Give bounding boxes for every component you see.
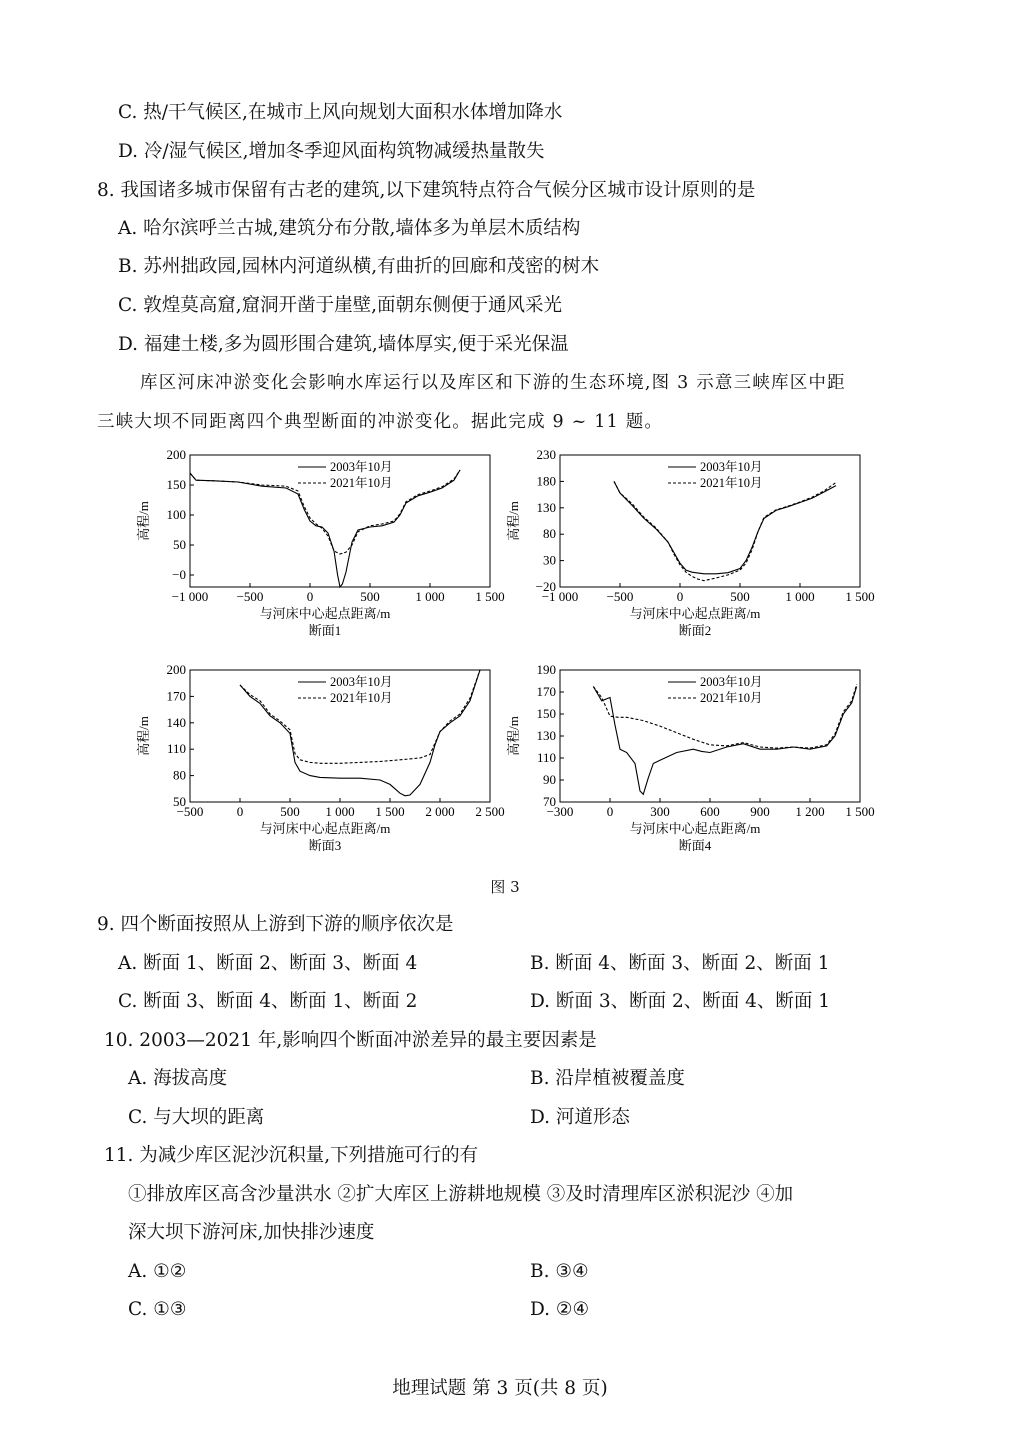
x-tick-label: 1 500 (845, 589, 875, 604)
y-axis-label: 高程/m (506, 716, 521, 756)
chart-title: 断面2 (678, 623, 712, 638)
x-axis-label: 与河床中心起点距离/m (259, 606, 391, 621)
question-11: 11. 为减少库区泥沙沉积量,下列措施可行的有 (104, 1145, 479, 1166)
y-tick-label: 110 (536, 750, 556, 765)
q11-option-b: B. ③④ (530, 1261, 589, 1282)
y-tick-label: 230 (536, 447, 556, 462)
x-tick-label: −1 000 (541, 589, 579, 604)
y-tick-label: 130 (536, 499, 556, 515)
q8-option-d: D. 福建土楼,多为圆形围合建筑,墙体厚实,便于采光保温 (118, 334, 569, 355)
question-9: 9. 四个断面按照从上游到下游的顺序依次是 (97, 914, 454, 935)
figure-caption: 图 3 (490, 878, 520, 896)
q8-option-a: A. 哈尔滨呼兰古城,建筑分布分散,墙体多为单层木质结构 (118, 218, 581, 239)
plot-frame (190, 455, 490, 587)
page-footer: 地理试题 第 3 页(共 8 页) (392, 1378, 608, 1399)
y-tick-label: 80 (173, 767, 186, 783)
chart-section-4 (500, 660, 875, 879)
y-tick-label: 100 (166, 507, 186, 522)
y-tick-label: 130 (536, 728, 556, 743)
y-tick-label: 80 (543, 526, 556, 542)
y-tick-label: 170 (166, 688, 186, 704)
x-axis-label: 与河床中心起点距离/m (259, 821, 391, 836)
x-tick-label: 1 000 (785, 589, 815, 604)
chart-svg (500, 660, 875, 875)
x-tick-label: −300 (546, 804, 574, 819)
q10-option-b: B. 沿岸植被覆盖度 (530, 1068, 685, 1089)
x-tick-label: 500 (360, 589, 380, 604)
x-tick-label: −500 (236, 589, 264, 604)
q11-statements-line1: ①排放库区高含沙量洪水 ②扩大库区上游耕地规模 ③及时清理库区淤积泥沙 ④加 (128, 1184, 794, 1205)
y-axis-label: 高程/m (136, 716, 151, 756)
q11-option-c: C. ①③ (128, 1299, 187, 1320)
plot-frame (190, 670, 490, 802)
chart-svg (500, 445, 875, 660)
x-tick-label: 0 (236, 804, 244, 819)
x-tick-label: 500 (730, 589, 750, 604)
q10-option-d: D. 河道形态 (530, 1107, 630, 1128)
q9-option-a: A. 断面 1、断面 2、断面 3、断面 4 (118, 953, 418, 974)
y-tick-label: 110 (166, 741, 186, 757)
y-tick-label: 150 (536, 706, 556, 721)
legend-label: 2021年10月 (330, 691, 393, 705)
y-tick-label: 50 (173, 537, 186, 552)
chart-svg (130, 445, 505, 660)
q11-statements-line2: 深大坝下游河床,加快排沙速度 (128, 1222, 375, 1243)
y-tick-label: 150 (166, 477, 186, 492)
y-tick-label: 180 (536, 473, 556, 489)
x-tick-label: 0 (306, 589, 314, 604)
y-axis-label: 高程/m (136, 501, 151, 541)
plot-frame (560, 670, 860, 802)
series-line-2021 (614, 481, 836, 580)
chart-section-3 (130, 660, 505, 879)
legend-label: 2021年10月 (330, 476, 393, 490)
x-tick-label: 2 000 (425, 804, 455, 819)
y-tick-label: 90 (543, 772, 556, 787)
series-line-2003 (190, 470, 460, 587)
x-tick-label: 600 (700, 804, 720, 819)
x-tick-label: 500 (280, 804, 300, 819)
y-tick-label: 200 (166, 662, 186, 677)
x-tick-label: 900 (750, 804, 770, 819)
chart-section-1 (130, 445, 505, 664)
chart-svg (130, 660, 505, 875)
x-tick-label: 1 000 (415, 589, 445, 604)
x-tick-label: 300 (650, 804, 670, 819)
series-line-2003 (614, 481, 836, 573)
x-tick-label: 0 (676, 589, 684, 604)
x-tick-label: 1 500 (375, 804, 405, 819)
y-tick-label: 70 (543, 794, 556, 809)
x-tick-label: 1 000 (325, 804, 355, 819)
chart-title: 断面1 (308, 623, 342, 638)
x-tick-label: −1 000 (171, 589, 209, 604)
x-tick-label: 1 200 (795, 804, 825, 819)
y-tick-label: 140 (166, 714, 186, 730)
q9-option-b: B. 断面 4、断面 3、断面 2、断面 1 (530, 953, 830, 974)
legend-label: 2003年10月 (700, 460, 763, 474)
q7-option-c: C. 热/干气候区,在城市上风向规划大面积水体增加降水 (118, 102, 563, 123)
x-tick-label: 1 500 (845, 804, 875, 819)
q8-option-c: C. 敦煌莫高窟,窟洞开凿于崖壁,面朝东侧便于通风采光 (118, 295, 563, 316)
q10-option-c: C. 与大坝的距离 (128, 1107, 265, 1128)
q11-option-d: D. ②④ (530, 1299, 590, 1320)
x-axis-label: 与河床中心起点距离/m (629, 821, 761, 836)
legend-label: 2021年10月 (700, 476, 763, 490)
x-tick-label: 1 500 (475, 589, 505, 604)
legend-label: 2003年10月 (330, 460, 393, 474)
y-tick-label: −0 (172, 567, 186, 582)
chart-title: 断面3 (308, 838, 342, 853)
x-axis-label: 与河床中心起点距离/m (629, 606, 761, 621)
q7-option-d: D. 冷/湿气候区,增加冬季迎风面构筑物减缓热量散失 (118, 141, 545, 162)
y-tick-label: 170 (536, 684, 556, 699)
q11-option-a: A. ①② (128, 1261, 187, 1282)
y-tick-label: −20 (535, 579, 556, 594)
question-10: 10. 2003—2021 年,影响四个断面冲淤差异的最主要因素是 (104, 1030, 597, 1051)
x-tick-label: −500 (176, 804, 204, 819)
y-axis-label: 高程/m (506, 501, 521, 541)
q10-option-a: A. 海拔高度 (128, 1068, 228, 1089)
legend-label: 2003年10月 (700, 675, 763, 689)
q9-option-c: C. 断面 3、断面 4、断面 1、断面 2 (118, 991, 418, 1012)
q9-option-d: D. 断面 3、断面 2、断面 4、断面 1 (530, 991, 831, 1012)
intro-paragraph-line1: 库区河床冲淤变化会影响水库运行以及库区和下游的生态环境,图 3 示意三峡库区中距 (140, 373, 846, 393)
legend-label: 2003年10月 (330, 675, 393, 689)
q8-option-b: B. 苏州拙政园,园林内河道纵横,有曲折的回廊和茂密的树木 (118, 256, 600, 277)
x-tick-label: −500 (606, 589, 634, 604)
plot-frame (560, 455, 860, 587)
x-tick-label: 2 500 (475, 804, 505, 819)
x-tick-label: 0 (606, 804, 614, 819)
y-tick-label: 200 (166, 447, 186, 462)
legend-label: 2021年10月 (700, 691, 763, 705)
y-tick-label: 30 (543, 552, 556, 568)
y-tick-label: 190 (536, 662, 556, 677)
question-8: 8. 我国诸多城市保留有古老的建筑,以下建筑特点符合气候分区城市设计原则的是 (97, 180, 756, 201)
chart-title: 断面4 (678, 838, 712, 853)
chart-section-2 (500, 445, 875, 664)
y-tick-label: 50 (173, 794, 186, 809)
intro-paragraph-line2: 三峡大坝不同距离四个典型断面的冲淤变化。据此完成 9 ~ 11 题。 (97, 412, 664, 432)
